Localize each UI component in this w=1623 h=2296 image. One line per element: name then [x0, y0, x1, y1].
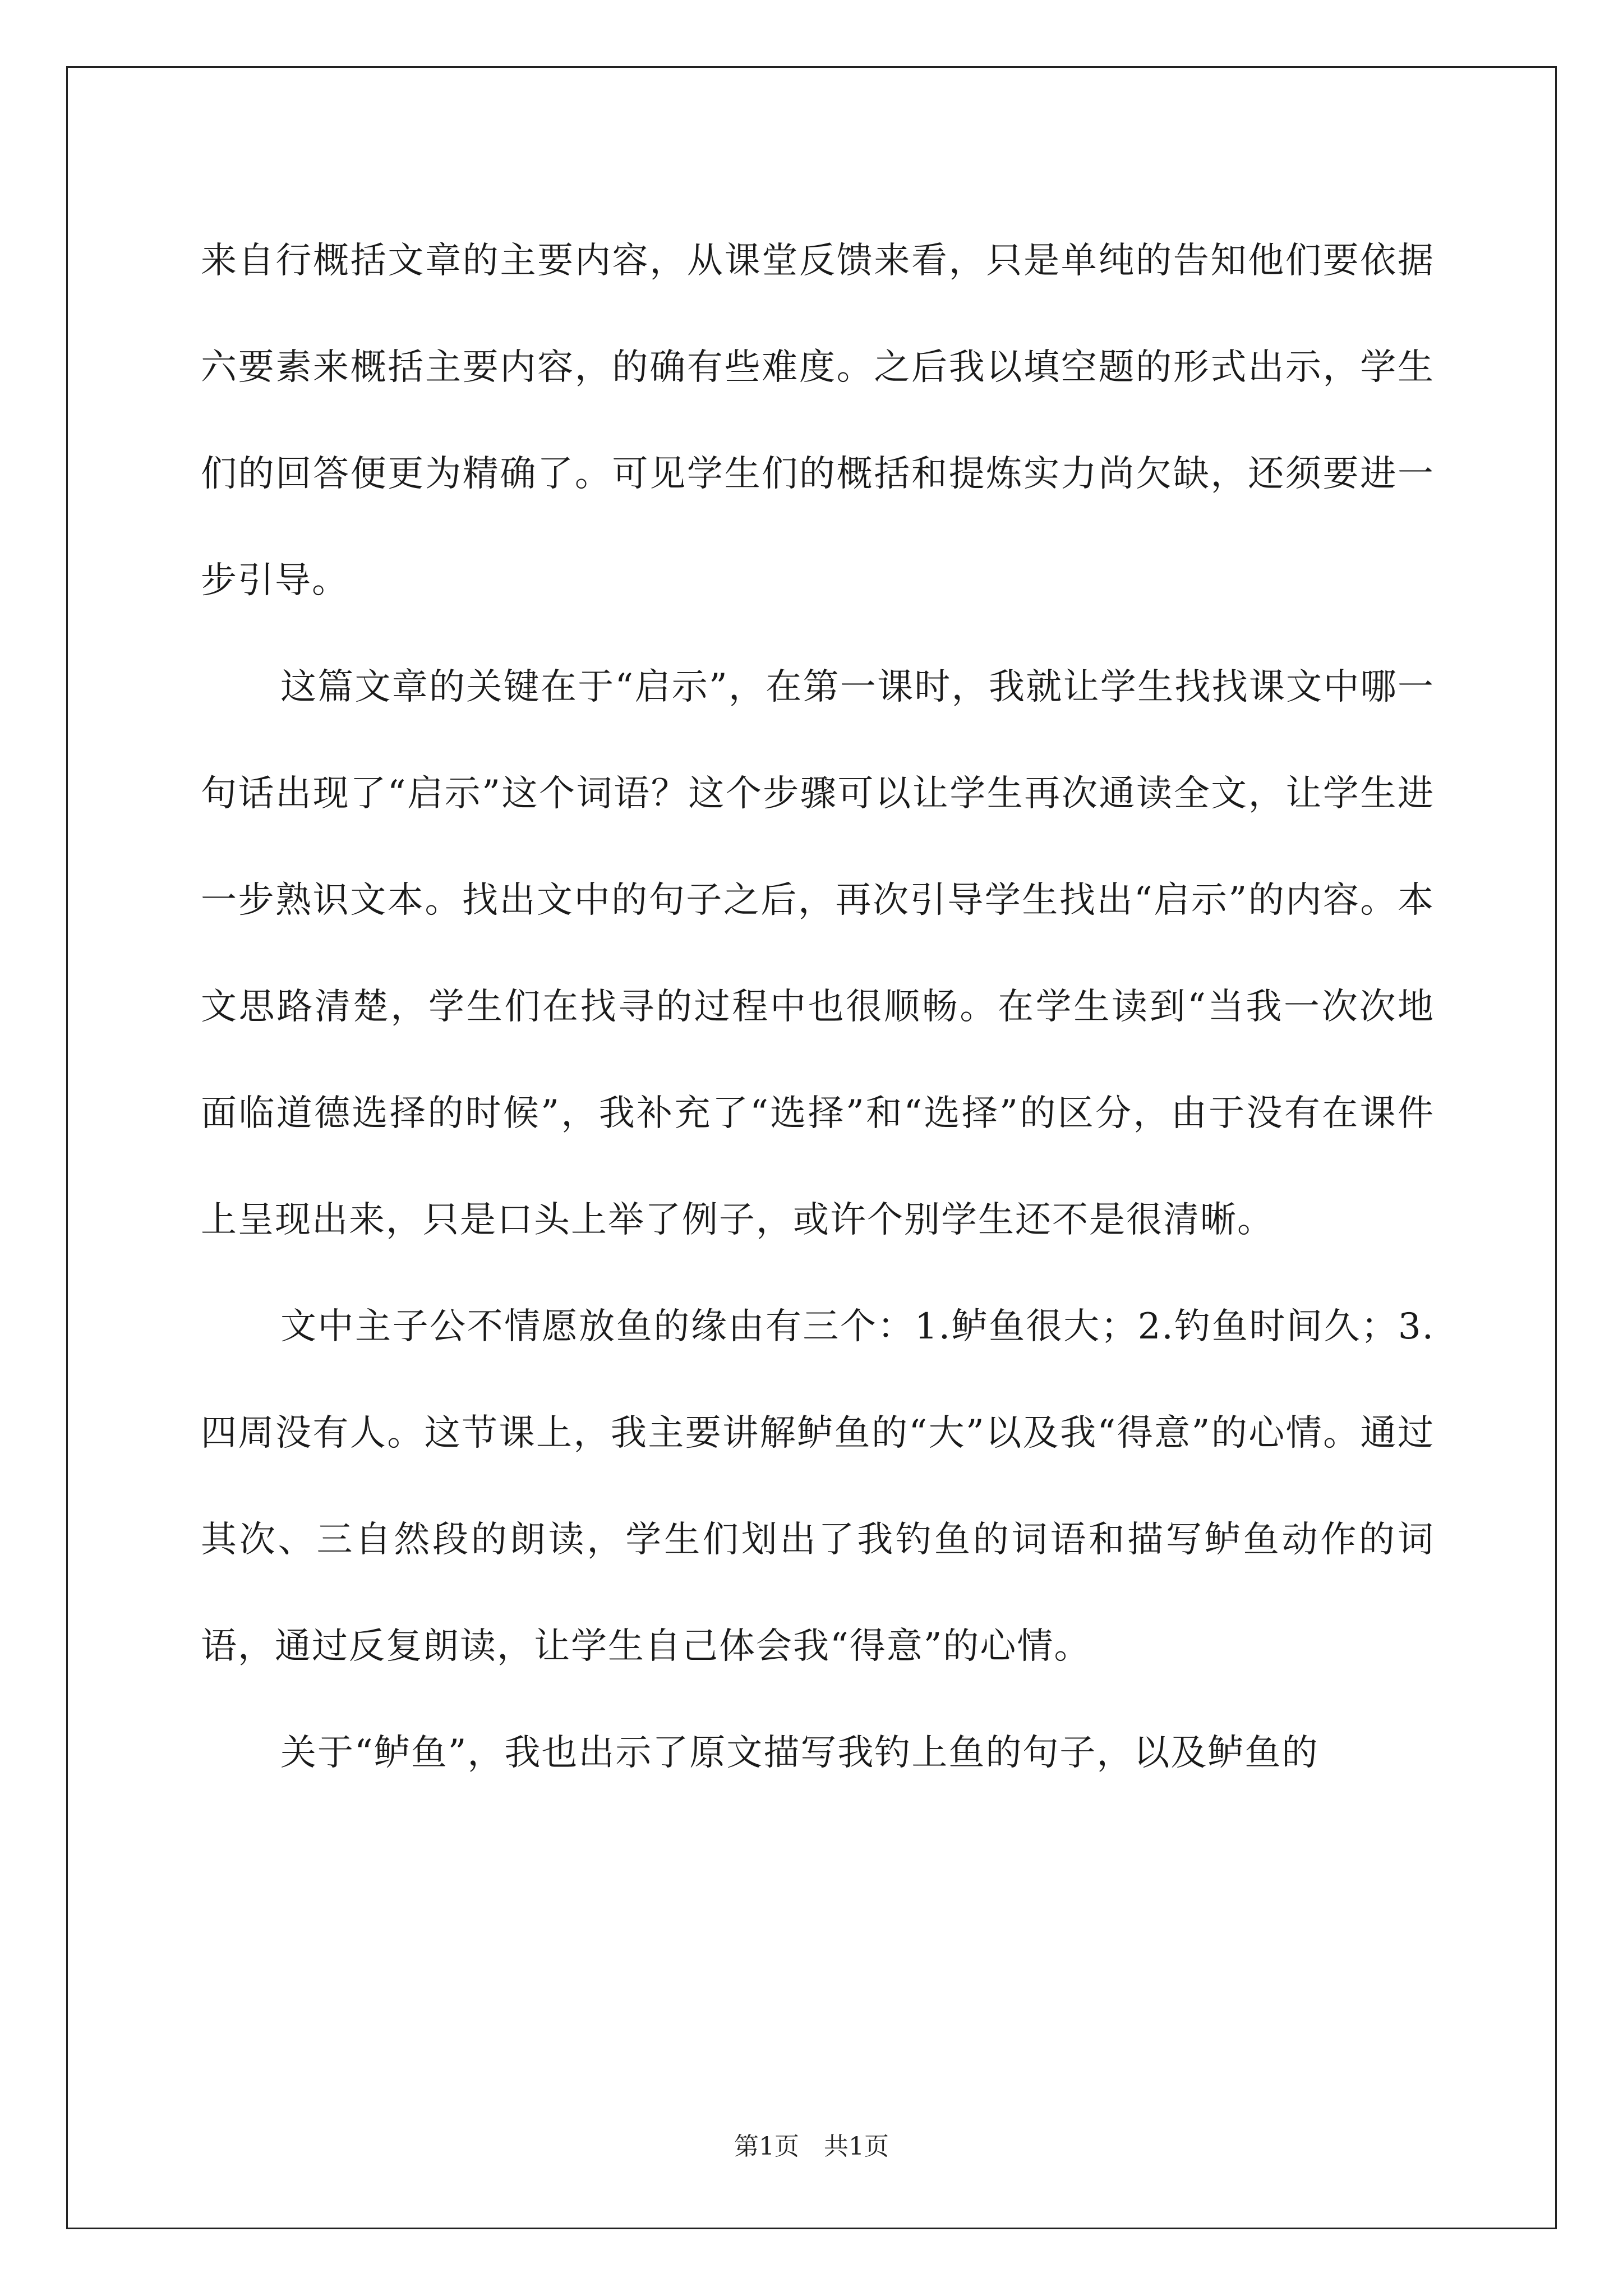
document-body: [201, 208, 1435, 1806]
paragraph-1: 来自行概括文章的主要内容，从课堂反馈来看，只是单纯的告知他们要依据六要素来概括主要内容，的确有些难度。之后我以填空题的形式出示，学生们的回答便更为精确了。可见学生们的概括和提炼实力尚欠缺，还须要进一步引导。: [201, 240, 1435, 601]
page-footer: 第1页 共1页: [734, 2132, 889, 2161]
paragraph-3: 文中主子公不情愿放鱼的缘由有三个：1.鲈鱼很大；2.钓鱼时间久；3.四周没有人。这节课上，我主要讲解鲈鱼的“大”以及我“得意”的心情。通过其次、三自然段的朗读，学生们划出了我钓鱼的词语和描写鲈鱼动作的词语，通过反复朗读，让学生自己体会我“得意”的心情。: [201, 1306, 1435, 1667]
paragraph-2: 这篇文章的关键在于“启示”，在第一课时，我就让学生找找课文中哪一句话出现了“启示”这个词语？这个步骤可以让学生再次通读全文，让学生进一步熟识文本。找出文中的句子之后，再次引导学生找出“启示”的内容。本文思路清楚，学生们在找寻的过程中也很顺畅。在学生读到“当我一次次地面临道德选择的时候”，我补充了“选择”和“选择”的区分，由于没有在课件上呈现出来，只是口头上举了例子，或许个别学生还不是很清晰。: [201, 666, 1435, 1241]
paragraph-4: 关于“鲈鱼”，我也出示了原文描写我钓上鱼的句子，以及鲈鱼的: [280, 1732, 1319, 1774]
